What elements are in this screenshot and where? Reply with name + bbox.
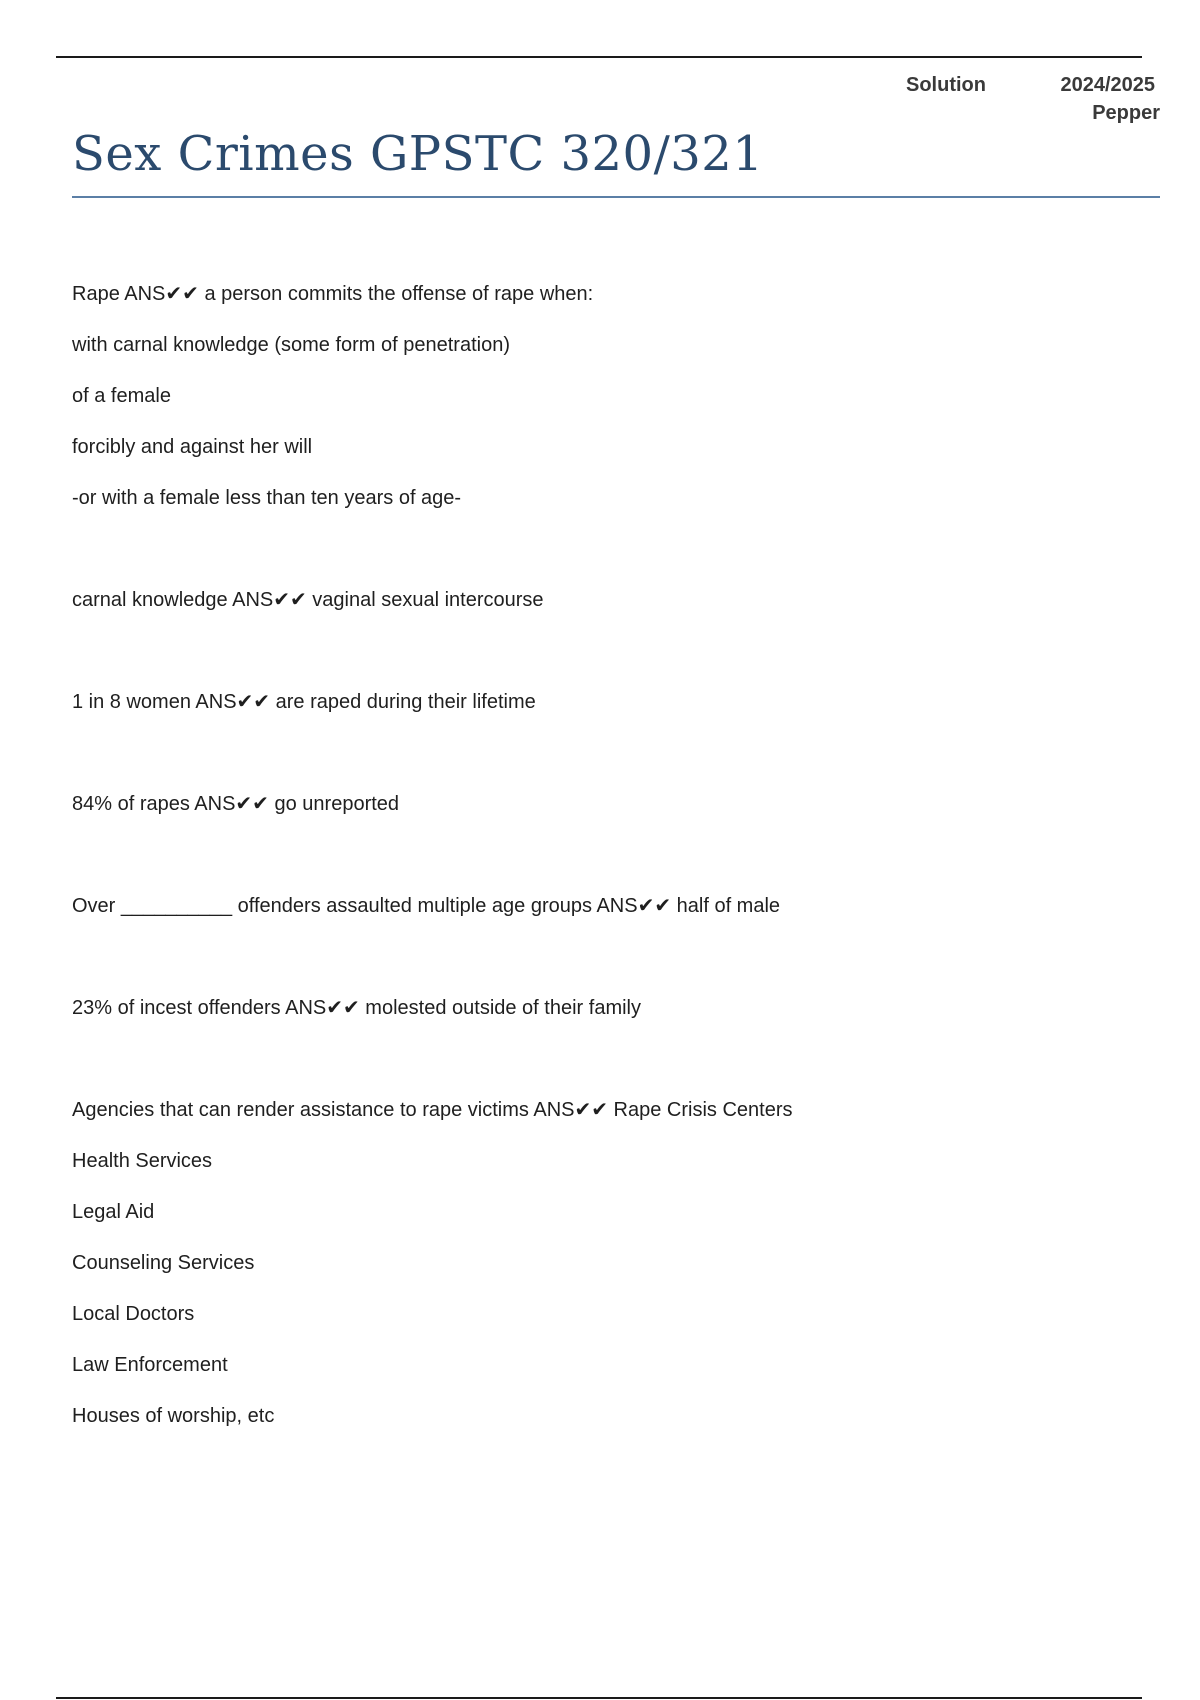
card-line: carnal knowledge ANS✔✔ vaginal sexual intercourse: [72, 589, 544, 611]
card-line: 23% of incest offenders ANS✔✔ molested outside of their family: [72, 997, 641, 1019]
flashcard: [72, 994, 1152, 1022]
document-header: [0, 74, 1200, 134]
card-line: -or with a female less than ten years of age-: [72, 487, 462, 509]
flashcard: [72, 280, 1152, 512]
flashcard: [72, 790, 1152, 818]
card-line: forcibly and against her will: [72, 436, 313, 458]
title-underline: [72, 196, 1160, 198]
top-rule: [56, 56, 1142, 58]
card-line: with carnal knowledge (some form of penetration): [72, 334, 510, 356]
header-year: 2024/2025: [1060, 74, 1155, 96]
card-line: Health Services: [72, 1150, 213, 1172]
card-line: Over __________ offenders assaulted multiple age groups ANS✔✔ half of male: [72, 895, 781, 917]
flashcard-list: [72, 280, 1152, 1504]
card-line: 1 in 8 women ANS✔✔ are raped during their lifetime: [72, 691, 536, 713]
card-line: Legal Aid: [72, 1201, 155, 1223]
card-line: Houses of worship, etc: [72, 1405, 275, 1427]
card-line: Local Doctors: [72, 1303, 195, 1325]
card-line: Agencies that can render assistance to rape victims ANS✔✔ Rape Crisis Centers: [72, 1099, 793, 1121]
flashcard: [72, 688, 1152, 716]
header-label: Solution: [906, 74, 986, 96]
card-line: Rape ANS✔✔ a person commits the offense of rape when:: [72, 283, 594, 305]
header-author: Pepper: [1092, 102, 1160, 124]
card-line: Counseling Services: [72, 1252, 255, 1274]
bottom-rule: [56, 1697, 1142, 1699]
flashcard: [72, 1096, 1152, 1430]
card-line: 84% of rapes ANS✔✔ go unreported: [72, 793, 400, 815]
card-line: Law Enforcement: [72, 1354, 228, 1376]
card-line: of a female: [72, 385, 171, 407]
flashcard: [72, 892, 1152, 920]
document-title: Sex Crimes GPSTC 320/321: [72, 126, 764, 182]
flashcard: [72, 586, 1152, 614]
